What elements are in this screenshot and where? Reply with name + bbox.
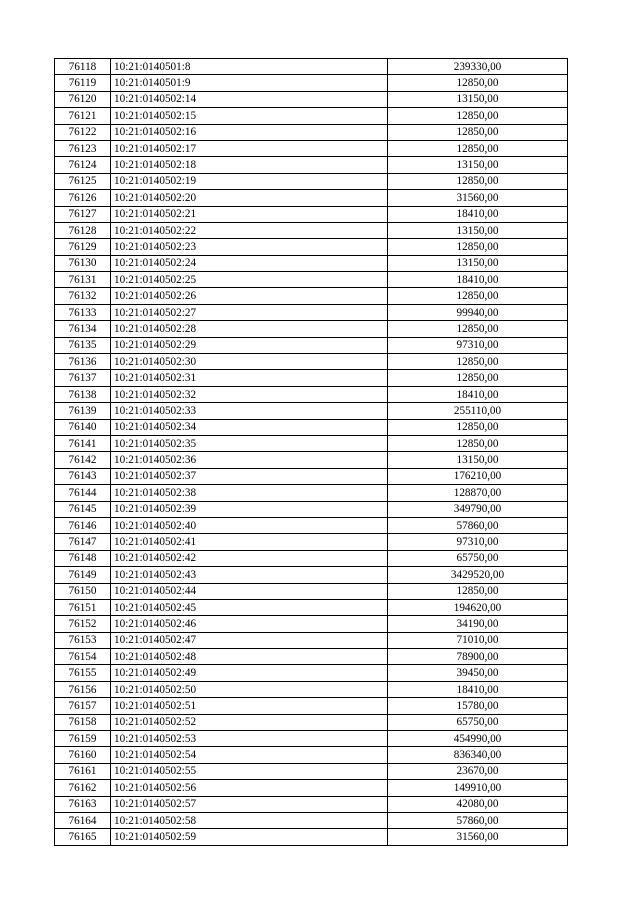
row-number-cell: 76158 xyxy=(55,714,111,730)
value-cell: 99940,00 xyxy=(388,304,568,320)
cadastral-number-cell: 10:21:0140502:55 xyxy=(111,763,388,779)
value-cell: 65750,00 xyxy=(388,550,568,566)
row-number-cell: 76141 xyxy=(55,435,111,451)
row-number-cell: 76161 xyxy=(55,763,111,779)
value-cell: 12850,00 xyxy=(388,75,568,91)
cadastral-number-cell: 10:21:0140502:50 xyxy=(111,681,388,697)
cadastral-number-cell: 10:21:0140502:14 xyxy=(111,91,388,107)
cadastral-number-cell: 10:21:0140502:30 xyxy=(111,354,388,370)
row-number-cell: 76140 xyxy=(55,419,111,435)
value-cell: 57860,00 xyxy=(388,812,568,828)
table-row xyxy=(55,190,568,206)
row-number-cell: 76157 xyxy=(55,698,111,714)
table-row xyxy=(55,239,568,255)
cadastral-number-cell: 10:21:0140501:9 xyxy=(111,75,388,91)
cadastral-number-cell: 10:21:0140502:51 xyxy=(111,698,388,714)
cadastral-number-cell: 10:21:0140502:58 xyxy=(111,812,388,828)
table-row xyxy=(55,59,568,75)
row-number-cell: 76160 xyxy=(55,747,111,763)
table-body xyxy=(55,59,568,846)
cadastral-number-cell: 10:21:0140502:21 xyxy=(111,206,388,222)
value-cell: 97310,00 xyxy=(388,337,568,353)
value-cell: 12850,00 xyxy=(388,108,568,124)
cadastral-number-cell: 10:21:0140502:29 xyxy=(111,337,388,353)
cadastral-number-cell: 10:21:0140502:36 xyxy=(111,452,388,468)
table-row xyxy=(55,173,568,189)
table-row xyxy=(55,321,568,337)
row-number-cell: 76123 xyxy=(55,140,111,156)
row-number-cell: 76144 xyxy=(55,485,111,501)
table-row xyxy=(55,567,568,583)
table-row xyxy=(55,108,568,124)
value-cell: 12850,00 xyxy=(388,140,568,156)
value-cell: 12850,00 xyxy=(388,419,568,435)
table-row xyxy=(55,517,568,533)
table-row xyxy=(55,304,568,320)
table-row xyxy=(55,714,568,730)
table-row xyxy=(55,337,568,353)
cadastral-number-cell: 10:21:0140502:53 xyxy=(111,731,388,747)
row-number-cell: 76151 xyxy=(55,599,111,615)
table-row xyxy=(55,222,568,238)
cadastral-number-cell: 10:21:0140502:27 xyxy=(111,304,388,320)
table-row xyxy=(55,403,568,419)
row-number-cell: 76152 xyxy=(55,616,111,632)
row-number-cell: 76136 xyxy=(55,354,111,370)
row-number-cell: 76126 xyxy=(55,190,111,206)
cadastral-number-cell: 10:21:0140501:8 xyxy=(111,59,388,75)
table-row xyxy=(55,829,568,845)
cadastral-number-cell: 10:21:0140502:34 xyxy=(111,419,388,435)
table-row xyxy=(55,468,568,484)
table-row xyxy=(55,796,568,812)
cadastral-number-cell: 10:21:0140502:42 xyxy=(111,550,388,566)
row-number-cell: 76154 xyxy=(55,649,111,665)
table-row xyxy=(55,370,568,386)
value-cell: 13150,00 xyxy=(388,222,568,238)
value-cell: 149910,00 xyxy=(388,780,568,796)
value-cell: 13150,00 xyxy=(388,452,568,468)
cadastral-number-cell: 10:21:0140502:48 xyxy=(111,649,388,665)
value-cell: 39450,00 xyxy=(388,665,568,681)
value-cell: 255110,00 xyxy=(388,403,568,419)
cadastral-number-cell: 10:21:0140502:43 xyxy=(111,567,388,583)
table-row xyxy=(55,681,568,697)
row-number-cell: 76148 xyxy=(55,550,111,566)
row-number-cell: 76138 xyxy=(55,386,111,402)
value-cell: 31560,00 xyxy=(388,829,568,845)
row-number-cell: 76147 xyxy=(55,534,111,550)
cadastral-number-cell: 10:21:0140502:52 xyxy=(111,714,388,730)
row-number-cell: 76124 xyxy=(55,157,111,173)
row-number-cell: 76150 xyxy=(55,583,111,599)
row-number-cell: 76129 xyxy=(55,239,111,255)
table-row xyxy=(55,616,568,632)
table-row xyxy=(55,75,568,91)
value-cell: 18410,00 xyxy=(388,272,568,288)
cadastral-number-cell: 10:21:0140502:41 xyxy=(111,534,388,550)
table-row xyxy=(55,452,568,468)
value-cell: 176210,00 xyxy=(388,468,568,484)
table-row xyxy=(55,534,568,550)
cadastral-number-cell: 10:21:0140502:54 xyxy=(111,747,388,763)
cadastral-number-cell: 10:21:0140502:39 xyxy=(111,501,388,517)
cadastral-number-cell: 10:21:0140502:40 xyxy=(111,517,388,533)
cadastral-number-cell: 10:21:0140502:16 xyxy=(111,124,388,140)
table-row xyxy=(55,435,568,451)
table-row xyxy=(55,124,568,140)
row-number-cell: 76149 xyxy=(55,567,111,583)
row-number-cell: 76163 xyxy=(55,796,111,812)
value-cell: 18410,00 xyxy=(388,386,568,402)
cadastral-number-cell: 10:21:0140502:18 xyxy=(111,157,388,173)
table-row xyxy=(55,255,568,271)
table-row xyxy=(55,665,568,681)
row-number-cell: 76145 xyxy=(55,501,111,517)
table-row xyxy=(55,206,568,222)
cadastral-number-cell: 10:21:0140502:37 xyxy=(111,468,388,484)
row-number-cell: 76156 xyxy=(55,681,111,697)
value-cell: 78900,00 xyxy=(388,649,568,665)
table-row xyxy=(55,157,568,173)
cadastral-number-cell: 10:21:0140502:20 xyxy=(111,190,388,206)
table-row xyxy=(55,354,568,370)
table-row xyxy=(55,272,568,288)
value-cell: 71010,00 xyxy=(388,632,568,648)
value-cell: 128870,00 xyxy=(388,485,568,501)
value-cell: 12850,00 xyxy=(388,321,568,337)
cadastral-number-cell: 10:21:0140502:32 xyxy=(111,386,388,402)
row-number-cell: 76142 xyxy=(55,452,111,468)
value-cell: 18410,00 xyxy=(388,681,568,697)
table-row xyxy=(55,780,568,796)
row-number-cell: 76128 xyxy=(55,222,111,238)
value-cell: 12850,00 xyxy=(388,173,568,189)
cadastral-number-cell: 10:21:0140502:19 xyxy=(111,173,388,189)
row-number-cell: 76135 xyxy=(55,337,111,353)
value-cell: 12850,00 xyxy=(388,288,568,304)
table-row xyxy=(55,649,568,665)
value-cell: 12850,00 xyxy=(388,354,568,370)
table-row xyxy=(55,599,568,615)
table-row xyxy=(55,485,568,501)
row-number-cell: 76164 xyxy=(55,812,111,828)
row-number-cell: 76131 xyxy=(55,272,111,288)
cadastral-number-cell: 10:21:0140502:49 xyxy=(111,665,388,681)
value-cell: 12850,00 xyxy=(388,583,568,599)
value-cell: 18410,00 xyxy=(388,206,568,222)
cadastral-number-cell: 10:21:0140502:35 xyxy=(111,435,388,451)
row-number-cell: 76127 xyxy=(55,206,111,222)
table-row xyxy=(55,583,568,599)
row-number-cell: 76132 xyxy=(55,288,111,304)
cadastral-number-cell: 10:21:0140502:26 xyxy=(111,288,388,304)
table-row xyxy=(55,632,568,648)
table-row xyxy=(55,812,568,828)
cadastral-number-cell: 10:21:0140502:22 xyxy=(111,222,388,238)
cadastral-number-cell: 10:21:0140502:46 xyxy=(111,616,388,632)
row-number-cell: 76120 xyxy=(55,91,111,107)
value-cell: 57860,00 xyxy=(388,517,568,533)
table-row xyxy=(55,288,568,304)
table-row xyxy=(55,501,568,517)
row-number-cell: 76146 xyxy=(55,517,111,533)
row-number-cell: 76119 xyxy=(55,75,111,91)
value-cell: 194620,00 xyxy=(388,599,568,615)
row-number-cell: 76134 xyxy=(55,321,111,337)
cadastral-number-cell: 10:21:0140502:24 xyxy=(111,255,388,271)
data-table xyxy=(54,58,568,846)
row-number-cell: 76130 xyxy=(55,255,111,271)
table-row xyxy=(55,386,568,402)
table-row xyxy=(55,419,568,435)
table-row xyxy=(55,140,568,156)
row-number-cell: 76122 xyxy=(55,124,111,140)
cadastral-number-cell: 10:21:0140502:57 xyxy=(111,796,388,812)
cadastral-number-cell: 10:21:0140502:59 xyxy=(111,829,388,845)
value-cell: 239330,00 xyxy=(388,59,568,75)
value-cell: 23670,00 xyxy=(388,763,568,779)
row-number-cell: 76137 xyxy=(55,370,111,386)
row-number-cell: 76133 xyxy=(55,304,111,320)
table-row xyxy=(55,698,568,714)
cadastral-number-cell: 10:21:0140502:25 xyxy=(111,272,388,288)
table-row xyxy=(55,763,568,779)
cadastral-number-cell: 10:21:0140502:17 xyxy=(111,140,388,156)
value-cell: 12850,00 xyxy=(388,435,568,451)
row-number-cell: 76125 xyxy=(55,173,111,189)
value-cell: 13150,00 xyxy=(388,255,568,271)
cadastral-number-cell: 10:21:0140502:44 xyxy=(111,583,388,599)
value-cell: 12850,00 xyxy=(388,239,568,255)
cadastral-number-cell: 10:21:0140502:38 xyxy=(111,485,388,501)
table-row xyxy=(55,747,568,763)
cadastral-number-cell: 10:21:0140502:15 xyxy=(111,108,388,124)
value-cell: 3429520,00 xyxy=(388,567,568,583)
value-cell: 454990,00 xyxy=(388,731,568,747)
cadastral-number-cell: 10:21:0140502:31 xyxy=(111,370,388,386)
value-cell: 97310,00 xyxy=(388,534,568,550)
row-number-cell: 76165 xyxy=(55,829,111,845)
value-cell: 13150,00 xyxy=(388,91,568,107)
cadastral-number-cell: 10:21:0140502:28 xyxy=(111,321,388,337)
cadastral-number-cell: 10:21:0140502:33 xyxy=(111,403,388,419)
value-cell: 12850,00 xyxy=(388,124,568,140)
cadastral-number-cell: 10:21:0140502:47 xyxy=(111,632,388,648)
table-row xyxy=(55,550,568,566)
row-number-cell: 76159 xyxy=(55,731,111,747)
value-cell: 349790,00 xyxy=(388,501,568,517)
value-cell: 34190,00 xyxy=(388,616,568,632)
row-number-cell: 76155 xyxy=(55,665,111,681)
row-number-cell: 76118 xyxy=(55,59,111,75)
row-number-cell: 76139 xyxy=(55,403,111,419)
value-cell: 836340,00 xyxy=(388,747,568,763)
row-number-cell: 76121 xyxy=(55,108,111,124)
table-row xyxy=(55,91,568,107)
value-cell: 13150,00 xyxy=(388,157,568,173)
value-cell: 15780,00 xyxy=(388,698,568,714)
value-cell: 42080,00 xyxy=(388,796,568,812)
row-number-cell: 76162 xyxy=(55,780,111,796)
table-row xyxy=(55,731,568,747)
value-cell: 31560,00 xyxy=(388,190,568,206)
cadastral-number-cell: 10:21:0140502:56 xyxy=(111,780,388,796)
cadastral-number-cell: 10:21:0140502:45 xyxy=(111,599,388,615)
cadastral-number-cell: 10:21:0140502:23 xyxy=(111,239,388,255)
value-cell: 12850,00 xyxy=(388,370,568,386)
row-number-cell: 76143 xyxy=(55,468,111,484)
value-cell: 65750,00 xyxy=(388,714,568,730)
row-number-cell: 76153 xyxy=(55,632,111,648)
